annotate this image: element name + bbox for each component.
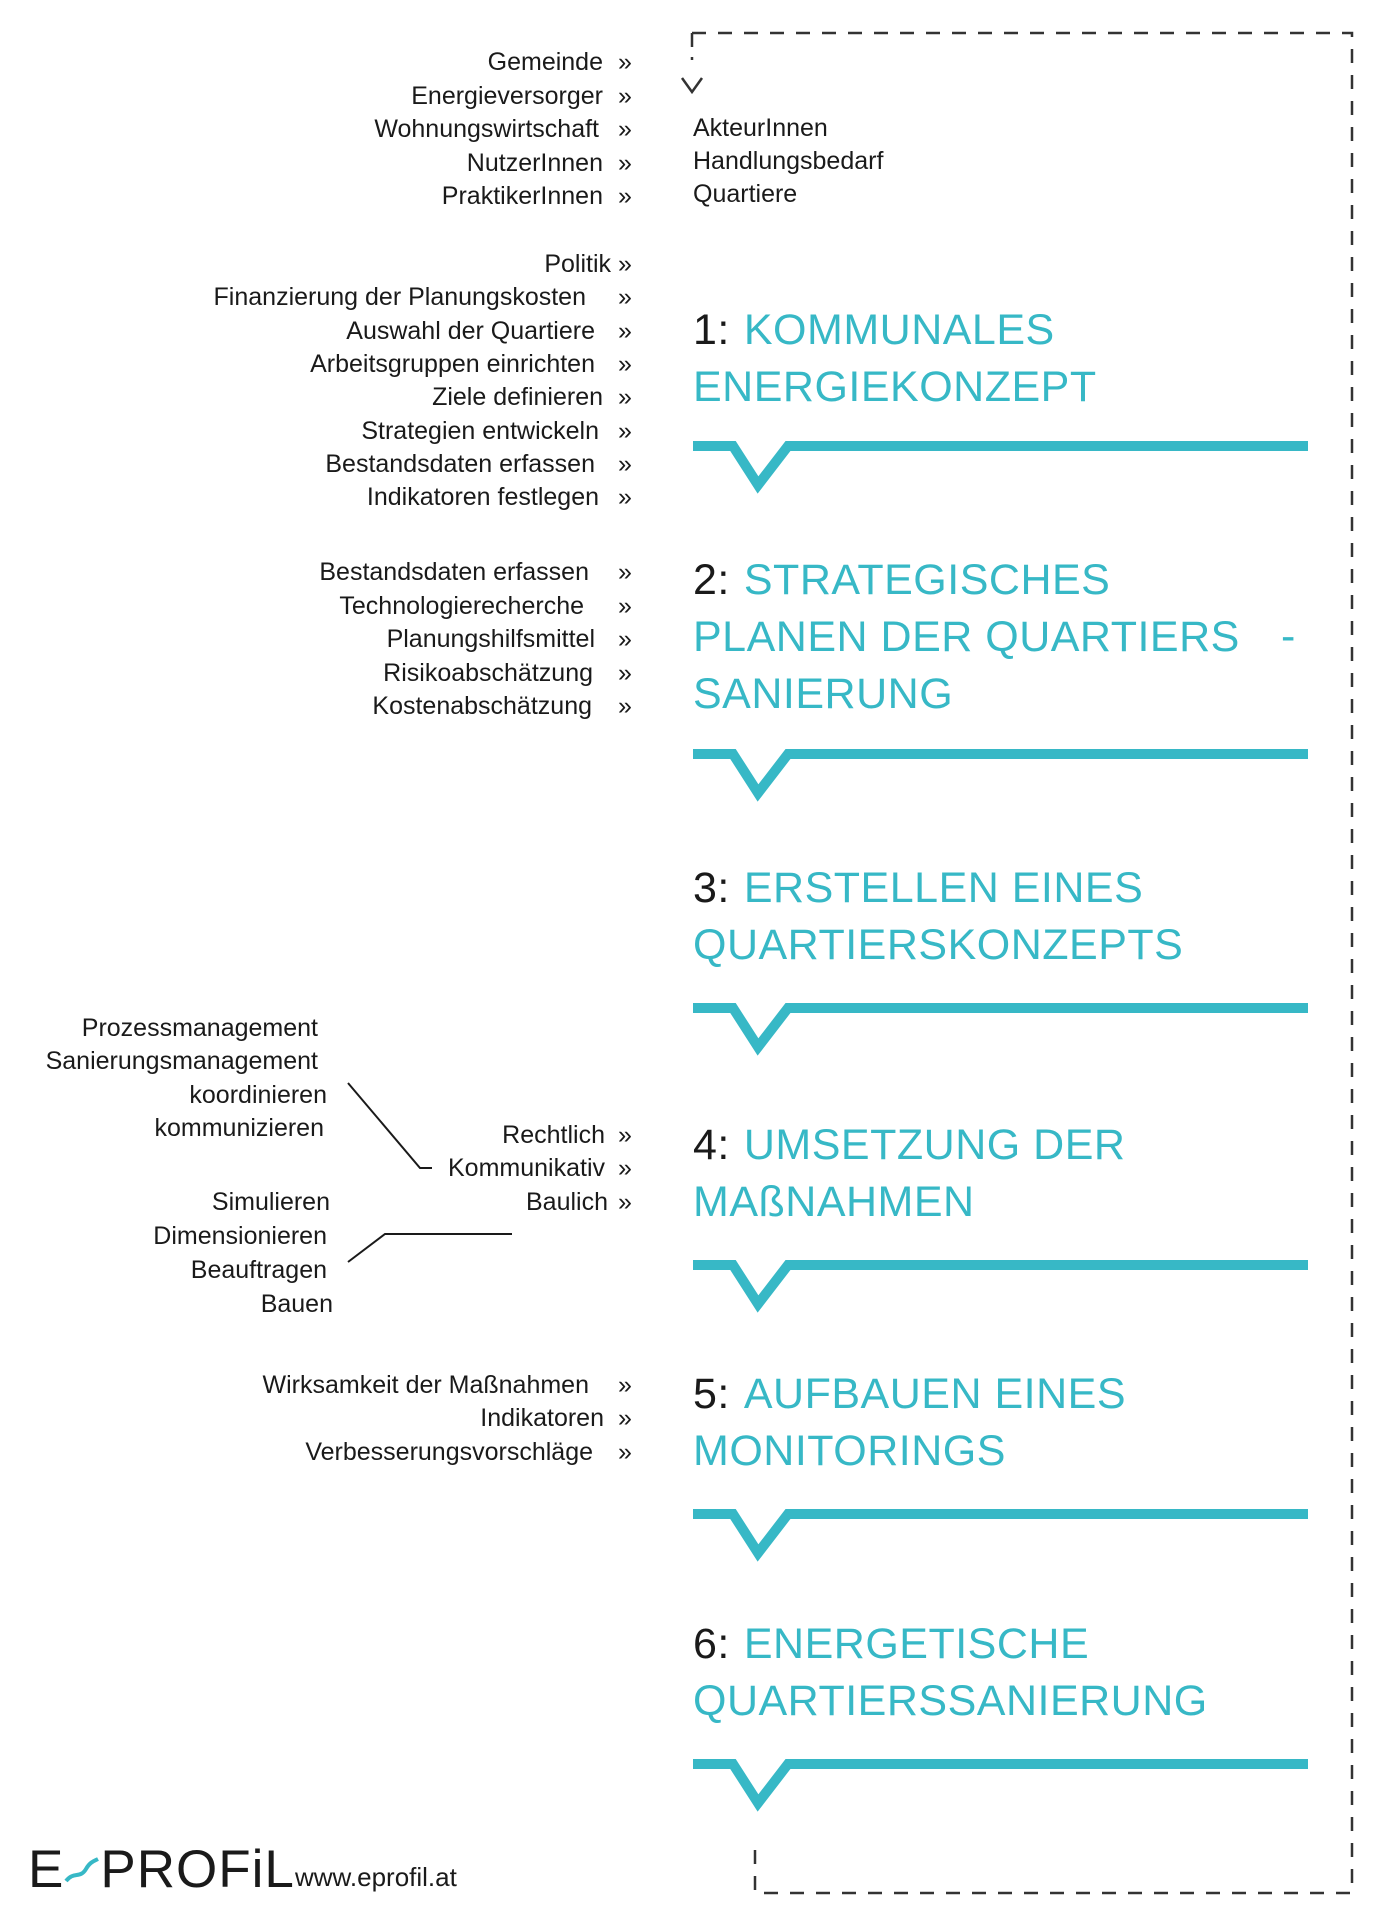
logo-wave-icon (64, 1851, 100, 1891)
chevron-right-icon: » (618, 182, 632, 210)
step-3-title (693, 860, 1183, 974)
step-title-line: ENERGIEKONZEPT (693, 363, 1097, 411)
chevron-right-icon: » (618, 48, 632, 76)
step4-lower-item: Simulieren (211, 1188, 330, 1216)
step4-upper-item: Prozessmanagement (81, 1014, 318, 1042)
step-title-line: STRATEGISCHES (743, 556, 1111, 604)
step-title-line: UMSETZUNG DER (743, 1121, 1126, 1169)
step-number: 2: (693, 556, 730, 604)
step-2-title (693, 552, 1240, 723)
step1-item: Bestandsdaten erfassen (325, 450, 595, 478)
chevron-right-icon: » (618, 1154, 632, 1182)
step-title-line: ENERGETISCHE (743, 1620, 1090, 1668)
step-arrow-bar (693, 440, 1308, 500)
step1-item: Strategien entwickeln (361, 417, 599, 445)
step2-item: Planungshilfsmittel (386, 625, 595, 653)
step5-item: Wirksamkeit der Maßnahmen (262, 1371, 589, 1399)
step5-item: Verbesserungsvorschläge (305, 1438, 593, 1466)
chevron-right-icon: » (618, 383, 632, 411)
step5-item: Indikatoren (480, 1404, 604, 1432)
step-arrow-bar (693, 1002, 1308, 1062)
step-title-line: QUARTIERSKONZEPTS (693, 921, 1184, 969)
step1-item: Indikatoren festlegen (366, 483, 599, 511)
step1-item: Finanzierung der Planungskosten (213, 283, 586, 311)
actor-item: NutzerInnen (466, 149, 603, 177)
chevron-right-icon: » (618, 283, 632, 311)
hyphen-mark: - (1281, 612, 1296, 660)
step4-item: Baulich (526, 1188, 608, 1216)
chevron-right-icon: » (618, 1438, 632, 1466)
step2-item: Bestandsdaten erfassen (319, 558, 589, 586)
step1-item: Auswahl der Quartiere (346, 317, 595, 345)
chevron-right-icon: » (618, 1371, 632, 1399)
step-title-line: MAßNAHMEN (693, 1178, 975, 1226)
step-arrow-bar (693, 1758, 1308, 1818)
step-4-title (693, 1117, 1125, 1231)
step2-item: Kostenabschätzung (372, 692, 592, 720)
step4-item: Rechtlich (502, 1121, 605, 1149)
step-number: 5: (693, 1370, 730, 1418)
chevron-right-icon: » (618, 558, 632, 586)
step1-item: Ziele definieren (432, 383, 603, 411)
step-6-title (693, 1616, 1208, 1730)
chevron-right-icon: » (618, 417, 632, 445)
chevron-right-icon: » (618, 317, 632, 345)
chevron-right-icon: » (618, 82, 632, 110)
step-number: 6: (693, 1620, 730, 1668)
step4-upper-item: Sanierungsmanagement (45, 1047, 318, 1075)
step-title-line: ERSTELLEN EINES (743, 864, 1144, 912)
actor-item: Wohnungswirtschaft (374, 115, 599, 143)
chevron-right-icon: » (618, 483, 632, 511)
chevron-right-icon: » (618, 659, 632, 687)
step-5-title (693, 1366, 1126, 1480)
actor-item: Gemeinde (487, 48, 603, 76)
logo-text-right: PROFiL (100, 1840, 295, 1899)
chevron-right-icon: » (618, 625, 632, 653)
step4-lower-item: Dimensionieren (153, 1222, 327, 1250)
step-title-line: QUARTIERSSANIERUNG (693, 1677, 1208, 1725)
step-title-line: MONITORINGS (693, 1427, 1006, 1475)
chevron-right-icon: » (618, 450, 632, 478)
chevron-right-icon: » (618, 1121, 632, 1149)
chevron-right-icon: » (618, 350, 632, 378)
chevron-right-icon: » (618, 250, 632, 278)
chevron-right-icon: » (618, 1404, 632, 1432)
step-number: 4: (693, 1121, 730, 1169)
eprofil-logo (28, 1840, 295, 1900)
step4-upper-item: koordinieren (189, 1081, 327, 1109)
input-list (693, 112, 883, 211)
step4-lower-item: Beauftragen (190, 1256, 327, 1284)
actor-item: PraktikerInnen (441, 182, 603, 210)
step-title-line: PLANEN DER QUARTIERS (693, 613, 1240, 661)
actor-item: Energieversorger (411, 82, 603, 110)
chevron-right-icon: » (618, 115, 632, 143)
step1-item: Arbeitsgruppen einrichten (310, 350, 595, 378)
step-arrow-bar (693, 1508, 1308, 1568)
step4-item: Kommunikativ (448, 1154, 605, 1182)
step-title-line: AUFBAUEN EINES (743, 1370, 1127, 1418)
step-title-line: SANIERUNG (693, 670, 954, 718)
step4-lower-item: Bauen (260, 1290, 333, 1318)
chevron-right-icon: » (618, 1188, 632, 1216)
step-arrow-bar (693, 748, 1308, 808)
website-url: www.eprofil.at (295, 1862, 457, 1892)
step-title-line: KOMMUNALES (743, 306, 1055, 354)
input-item: Quartiere (693, 180, 798, 208)
step2-item: Technologierecherche (339, 592, 584, 620)
input-item: Handlungsbedarf (693, 147, 884, 175)
chevron-right-icon: » (618, 692, 632, 720)
step-1-title (693, 302, 1097, 416)
chevron-right-icon: » (618, 149, 632, 177)
step4-upper-item: kommunizieren (154, 1114, 324, 1142)
step2-item: Risikoabschätzung (383, 659, 593, 687)
chevron-right-icon: » (618, 592, 632, 620)
step-number: 3: (693, 864, 730, 912)
step1-item: Politik (544, 250, 611, 278)
logo-text-left: E (28, 1840, 65, 1899)
step-arrow-bar (693, 1259, 1308, 1319)
step-number: 1: (693, 306, 730, 354)
input-item: AkteurInnen (693, 114, 828, 142)
